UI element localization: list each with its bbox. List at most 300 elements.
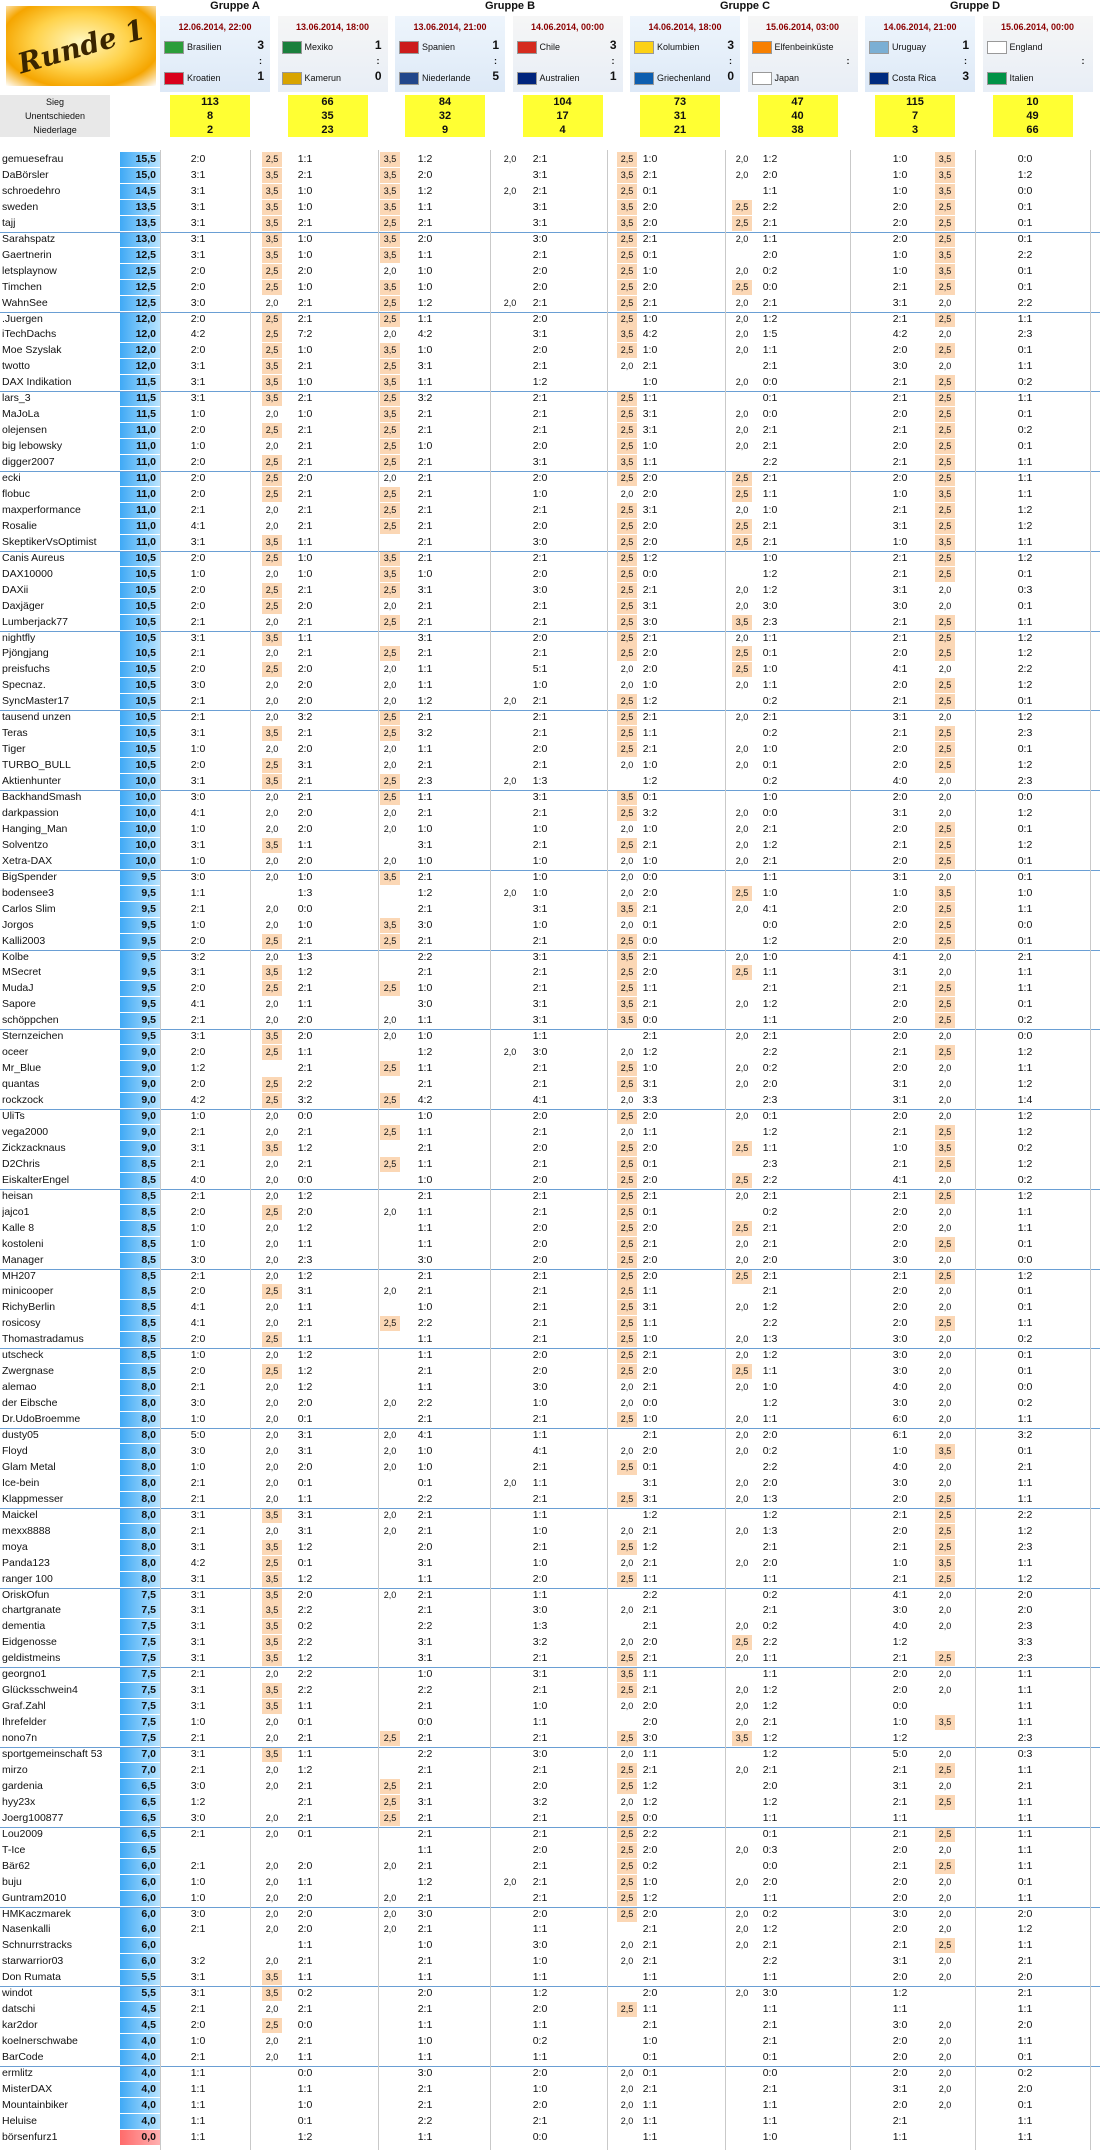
tip-score: 1:0 (297, 200, 313, 213)
bonus-points: 2,5 (262, 1093, 282, 1108)
bonus-points: 2,5 (935, 1795, 955, 1810)
bonus-points: 2,5 (935, 375, 955, 390)
tip-score: 2:0 (297, 854, 313, 867)
bonus-points: 2,0 (735, 154, 749, 164)
bonus-points: 2,0 (735, 855, 749, 866)
game-date: 13.06.2014, 18:00 (295, 22, 370, 32)
bonus-points: 2,0 (938, 1892, 952, 1903)
tip-score: 2:1 (642, 1923, 658, 1936)
tip-score: 0:1 (1017, 1365, 1033, 1378)
bonus-points: 2,5 (262, 981, 282, 996)
bonus-points: 2,5 (935, 343, 955, 358)
tip-score: 2:1 (190, 2003, 206, 2016)
bonus-points: 2,0 (938, 1780, 952, 1791)
player-name: Joerg100877 (2, 1811, 64, 1824)
bonus-points: 2,0 (735, 1190, 749, 1201)
tip-score: 1:1 (417, 312, 433, 325)
team-1: Elfenbeinküste (752, 40, 834, 54)
tip-score: 0:2 (1017, 1173, 1033, 1186)
tip-score: 2:1 (532, 153, 548, 165)
player-name: DAX10000 (2, 567, 53, 580)
bonus-points: 2,0 (938, 1477, 952, 1488)
bonus-points: 3,5 (935, 264, 955, 279)
bonus-points: 2,5 (732, 1635, 752, 1650)
tip-score: 2:1 (762, 2035, 778, 2048)
tip-score: 2:1 (297, 1795, 313, 1808)
bonus-points: 2,0 (938, 1972, 952, 1983)
player-points: 7,0 (120, 1747, 160, 1762)
tip-score: 2:1 (642, 1652, 658, 1665)
tip-score: 1:0 (417, 1460, 433, 1473)
bonus-points: 2,0 (620, 664, 634, 675)
table-row (0, 184, 1100, 199)
bonus-points: 2,0 (383, 1892, 397, 1903)
bonus-points: 2,5 (380, 1811, 400, 1826)
tip-score: 1:2 (762, 1684, 778, 1697)
player-points: 9,0 (120, 1093, 160, 1108)
tip-score: 1:0 (190, 1349, 206, 1362)
tip-score: 3:1 (190, 1604, 206, 1617)
tip-score: 2:0 (417, 232, 433, 245)
tip-score: 2:1 (297, 312, 313, 325)
tip-score: 2:2 (417, 2114, 433, 2127)
bonus-points: 2,5 (617, 1827, 637, 1842)
player-points: 10,5 (120, 678, 160, 693)
player-points: 8,0 (120, 1412, 160, 1427)
tip-score: 1:2 (642, 1795, 658, 1808)
bonus-points: 2,0 (735, 1717, 749, 1728)
bonus-points: 2,5 (732, 646, 752, 661)
tip-score: 2:0 (417, 168, 433, 181)
tip-score: 1:0 (417, 1173, 433, 1186)
bonus-points: 2,5 (935, 1763, 955, 1778)
bonus-points: 3,5 (262, 1699, 282, 1714)
tip-score: 2:2 (417, 950, 433, 963)
table-row (0, 1364, 1100, 1379)
player-name: Sternzeichen (2, 1030, 64, 1043)
tip-score: 3:0 (190, 1253, 206, 1266)
tip-score: 2:0 (892, 200, 908, 213)
tip-score: 3:1 (297, 1524, 313, 1537)
tip-score: 1:2 (1017, 806, 1033, 819)
tip-score: 1:0 (417, 567, 433, 580)
player-points: 7,5 (120, 1651, 160, 1666)
tip-score: 2:1 (892, 727, 908, 740)
tip-score: 1:1 (532, 1508, 548, 1521)
tip-score: 2:0 (642, 966, 658, 979)
tip-score: 1:3 (762, 1524, 778, 1537)
tip-score: 2:1 (190, 1476, 206, 1489)
tip-score: 1:0 (892, 1556, 908, 1569)
player-name: Floyd (2, 1444, 28, 1457)
player-name: DaBörsler (2, 168, 49, 181)
tip-score: 1:0 (642, 153, 658, 165)
player-points: 8,5 (120, 1300, 160, 1315)
player-points: 10,5 (120, 551, 160, 566)
flag-icon (164, 72, 184, 85)
bonus-points: 3,5 (380, 232, 400, 247)
tip-score: 2:1 (642, 232, 658, 245)
player-points: 8,5 (120, 1253, 160, 1268)
tip-score: 2:0 (892, 902, 908, 915)
tip-score: 0:1 (642, 1205, 658, 1218)
bonus-points: 2,0 (735, 1525, 749, 1536)
tip-score: 1:1 (762, 1365, 778, 1378)
tip-score: 1:2 (1017, 551, 1033, 564)
row-separator (0, 1827, 1100, 1828)
tip-score: 0:2 (762, 775, 778, 788)
bonus-points: 2,0 (938, 1621, 952, 1632)
bonus-points: 3,5 (935, 1556, 955, 1571)
tip-score: 3:1 (642, 503, 658, 516)
tip-score: 2:0 (642, 1843, 658, 1856)
tip-score: 2:1 (190, 1668, 206, 1681)
bonus-points: 2,5 (617, 934, 637, 949)
bonus-points: 2,5 (617, 599, 637, 614)
bonus-points: 2,5 (935, 1572, 955, 1587)
tip-score: 2:0 (532, 264, 548, 277)
tip-score: 2:0 (892, 1668, 908, 1681)
tip-score: 4:1 (190, 806, 206, 819)
bonus-points: 3,5 (617, 216, 637, 231)
tip-score: 0:0 (762, 280, 778, 293)
bonus-points: 2,5 (380, 455, 400, 470)
tip-score: 1:0 (532, 1700, 548, 1713)
player-name: preisfuchs (2, 663, 50, 676)
tip-score: 0:2 (1017, 1397, 1033, 1410)
table-row (0, 615, 1100, 630)
bonus-points: 2,0 (265, 999, 279, 1010)
bonus-points: 2,0 (620, 1047, 634, 1058)
tip-score: 3:0 (190, 870, 206, 883)
bonus-points: 2,5 (617, 981, 637, 996)
tip-score: 1:0 (190, 1413, 206, 1426)
player-name: Rosalie (2, 519, 38, 532)
game-date: 12.06.2014, 22:00 (178, 22, 252, 32)
tip-score: 1:1 (297, 1971, 313, 1984)
bonus-points: 2,5 (262, 1205, 282, 1220)
team-1: England (987, 40, 1043, 54)
tip-score: 1:1 (1017, 2130, 1033, 2143)
bonus-points: 2,5 (935, 902, 955, 917)
tip-score: 0:1 (762, 759, 778, 772)
bonus-points: 2,5 (380, 216, 400, 231)
tip-score: 2:1 (297, 440, 313, 453)
tip-score: 2:1 (532, 1189, 548, 1202)
tip-score: 1:1 (417, 1221, 433, 1234)
bonus-points: 2,0 (735, 1477, 749, 1488)
tip-score: 2:0 (297, 663, 313, 676)
tip-score: 3:2 (297, 711, 313, 724)
bonus-points: 2,5 (935, 280, 955, 295)
tip-score: 1:1 (190, 2082, 206, 2095)
tip-score: 1:1 (417, 679, 433, 692)
tip-score: 2:1 (532, 296, 548, 309)
bonus-points: 2,0 (735, 1238, 749, 1249)
tip-score: 1:1 (762, 232, 778, 245)
bonus-points: 2,0 (265, 1126, 279, 1137)
tip-score: 1:2 (1017, 503, 1033, 516)
team-1: Chile (517, 40, 561, 54)
tip-score: 1:1 (762, 2003, 778, 2016)
row-separator (0, 1907, 1100, 1908)
tip-score: 1:1 (417, 1381, 433, 1394)
flag-icon (987, 41, 1007, 54)
bonus-points: 2,5 (935, 391, 955, 406)
tip-score: 1:1 (892, 2130, 908, 2143)
tip-score: 1:1 (297, 1748, 313, 1760)
tip-score: 2:0 (297, 1923, 313, 1936)
bonus-points: 2,0 (938, 1079, 952, 1090)
tip-score: 1:1 (417, 663, 433, 676)
tip-score: 2:1 (532, 408, 548, 421)
score-2: 1 (609, 69, 617, 83)
tip-score: 2:2 (762, 200, 778, 213)
tip-score: 2:1 (532, 1811, 548, 1824)
bonus-points: 2,0 (735, 1445, 749, 1456)
tip-score: 2:0 (532, 1110, 548, 1122)
tip-score: 0:0 (762, 1859, 778, 1872)
tip-score: 2:3 (762, 1157, 778, 1170)
bonus-points: 2,5 (617, 1269, 637, 1284)
tip-score: 2:1 (190, 1014, 206, 1027)
table-row (0, 1859, 1100, 1874)
player-points: 9,0 (120, 1125, 160, 1140)
tip-score: 1:2 (762, 1349, 778, 1362)
tip-score: 0:2 (762, 1205, 778, 1218)
player-name: Ihrefelder (2, 1716, 47, 1729)
bonus-points: 2,5 (262, 152, 282, 167)
tip-score: 1:1 (417, 791, 433, 803)
player-name: chartgranate (2, 1604, 61, 1617)
flag-icon (164, 41, 184, 54)
tip-score: 0:1 (1017, 743, 1033, 756)
tip-score: 2:1 (297, 1779, 313, 1792)
tip-score: 1:2 (762, 312, 778, 325)
score-1: 3 (609, 38, 617, 52)
game-date: 15.06.2014, 03:00 (765, 22, 840, 32)
bonus-points: 2,0 (620, 1796, 634, 1807)
tip-score: 2:1 (642, 743, 658, 756)
tip-score: 1:1 (1017, 312, 1033, 325)
tip-score: 3:0 (892, 1604, 908, 1617)
tip-score: 1:0 (642, 1333, 658, 1346)
tip-score: 1:2 (297, 1221, 313, 1234)
flag-icon (869, 72, 889, 85)
tip-score: 1:0 (532, 886, 548, 899)
player-name: vega2000 (2, 1125, 49, 1138)
tip-score: 2:1 (642, 631, 658, 644)
table-row (0, 806, 1100, 821)
tip-score: 2:1 (1017, 1987, 1033, 2000)
tip-score: 3:1 (417, 1795, 433, 1808)
tip-score: 1:1 (1017, 1668, 1033, 1681)
flag-icon (752, 41, 772, 54)
tip-score: 1:2 (892, 1987, 908, 2000)
bonus-points: 3,5 (617, 1667, 637, 1682)
table-row (0, 758, 1100, 773)
tip-score: 2:1 (297, 168, 313, 181)
tip-score: 2:0 (892, 759, 908, 772)
tip-score: 3:2 (190, 950, 206, 963)
tip-score: 1:2 (892, 1732, 908, 1745)
tip-score: 1:0 (190, 1875, 206, 1888)
tip-score: 1:1 (892, 2003, 908, 2016)
tip-score: 3:0 (190, 296, 206, 309)
tip-score: 2:1 (642, 838, 658, 851)
bonus-points: 2,5 (935, 455, 955, 470)
bonus-points: 2,5 (935, 232, 955, 247)
tip-score: 2:0 (417, 1540, 433, 1553)
bonus-points: 2,5 (262, 934, 282, 949)
tip-score: 2:1 (892, 503, 908, 516)
bonus-points: 2,0 (735, 377, 749, 388)
bonus-points: 2,5 (262, 583, 282, 598)
bonus-points: 3,5 (262, 1619, 282, 1634)
bonus-points: 2,0 (938, 1334, 952, 1345)
tip-score: 4:2 (417, 328, 433, 341)
row-separator (0, 1348, 1100, 1349)
bonus-points: 2,0 (620, 760, 634, 771)
player-name: Lou2009 (2, 1827, 43, 1840)
tip-score: 2:1 (892, 376, 908, 389)
tip-score: 3:3 (642, 1094, 658, 1107)
bonus-points: 2,0 (265, 903, 279, 914)
tip-score: 2:1 (190, 1827, 206, 1840)
tip-score: 3:1 (190, 1987, 206, 2000)
tip-score: 1:1 (1017, 360, 1033, 373)
bonus-points: 2,5 (617, 296, 637, 311)
bonus-points: 2,0 (735, 1334, 749, 1345)
table-row (0, 1938, 1100, 1953)
tip-score: 2:1 (532, 503, 548, 516)
bonus-points: 3,5 (262, 375, 282, 390)
tip-score: 1:1 (1017, 1939, 1033, 1952)
flag-icon (987, 72, 1007, 85)
bonus-points: 2,5 (732, 965, 752, 980)
tip-score: 2:1 (297, 519, 313, 532)
table-row (0, 918, 1100, 933)
tip-score: 1:1 (642, 2130, 658, 2143)
tip-score: 2:1 (762, 1237, 778, 1250)
player-points: 8,0 (120, 1460, 160, 1475)
tip-score: 2:0 (892, 440, 908, 453)
score-2: 5 (492, 69, 499, 83)
tip-score: 3:1 (190, 535, 206, 548)
bonus-points: 2,5 (935, 1316, 955, 1331)
tip-score: 3:1 (190, 216, 206, 229)
bonus-points: 3,5 (935, 168, 955, 183)
bonus-points: 2,5 (617, 806, 637, 821)
tip-score: 3:1 (892, 1078, 908, 1091)
tip-score: 3:1 (532, 1014, 548, 1027)
bonus-points: 2,5 (262, 487, 282, 502)
table-row (0, 678, 1100, 693)
tip-score: 2:2 (417, 1317, 433, 1330)
tip-score: 2:1 (762, 982, 778, 995)
player-name: Solventzo (2, 838, 49, 851)
bonus-points: 2,5 (617, 1859, 637, 1874)
tip-score: 2:1 (297, 392, 313, 405)
bonus-points: 2,0 (735, 345, 749, 356)
bonus-points: 2,0 (265, 1477, 279, 1488)
table-row (0, 1970, 1100, 1985)
tip-score: 1:1 (1017, 1859, 1033, 1872)
tip-score: 3:0 (892, 1397, 908, 1410)
bonus-points: 2,0 (620, 1940, 634, 1951)
table-row (0, 1715, 1100, 1730)
tip-score: 1:1 (892, 1811, 908, 1824)
game-card: 13.06.2014, 21:00 Spanien Niederlande 1 : 5 (395, 16, 505, 92)
tip-score: 1:2 (642, 1508, 658, 1521)
tip-score: 2:1 (642, 1604, 658, 1617)
player-points: 9,0 (120, 1045, 160, 1060)
tip-score: 2:0 (892, 472, 908, 484)
tip-score: 2:0 (642, 1173, 658, 1186)
tip-score: 2:1 (297, 456, 313, 469)
player-points: 11,0 (120, 503, 160, 518)
bonus-points: 2,0 (265, 919, 279, 930)
tip-score: 2:1 (762, 1189, 778, 1202)
player-points: 10,0 (120, 806, 160, 821)
team-1: Uruguay (869, 40, 926, 54)
tip-score: 2:1 (190, 1269, 206, 1282)
player-points: 10,5 (120, 726, 160, 741)
tip-score: 2:1 (532, 759, 548, 772)
bonus-points: 3,5 (262, 391, 282, 406)
tip-score: 3:1 (532, 168, 548, 181)
tip-score: 2:1 (532, 248, 548, 261)
bonus-points: 2,5 (617, 1779, 637, 1794)
bonus-points: 2,0 (383, 1031, 397, 1042)
tip-score: 2:0 (642, 216, 658, 229)
tip-score: 2:1 (762, 2082, 778, 2095)
player-points: 8,0 (120, 1524, 160, 1539)
tip-score: 0:0 (642, 567, 658, 580)
bonus-points: 2,5 (380, 359, 400, 374)
tip-score: 1:1 (642, 1125, 658, 1138)
bonus-points: 2,0 (735, 584, 749, 595)
player-points: 4,5 (120, 2018, 160, 2033)
player-points: 8,0 (120, 1476, 160, 1491)
bonus-points: 2,0 (265, 1015, 279, 1026)
player-points: 10,0 (120, 822, 160, 837)
tip-score: 1:0 (297, 344, 313, 357)
tip-score: 2:1 (190, 1125, 206, 1138)
tip-score: 2:0 (190, 551, 206, 564)
table-row (0, 599, 1100, 614)
bonus-points: 2,0 (503, 185, 517, 196)
tip-score: 2:1 (642, 168, 658, 181)
tip-score: 2:2 (417, 1620, 433, 1633)
bonus-points: 3,5 (935, 248, 955, 263)
bonus-points: 3,5 (380, 343, 400, 358)
bonus-points: 2,0 (620, 361, 634, 372)
tip-score: 0:2 (297, 1620, 313, 1633)
player-points: 12,0 (120, 312, 160, 327)
tip-score: 1:1 (762, 631, 778, 644)
tip-score: 1:0 (297, 567, 313, 580)
table-row (0, 1747, 1100, 1762)
tip-score: 1:2 (297, 1572, 313, 1585)
tip-score: 0:1 (1017, 232, 1033, 245)
tip-score: 2:1 (417, 711, 433, 724)
bonus-points: 3,5 (617, 200, 637, 215)
player-points: 11,0 (120, 535, 160, 550)
group-title: Gruppe A (210, 0, 260, 12)
bonus-points: 2,5 (935, 407, 955, 422)
tip-score: 1:0 (532, 1397, 548, 1410)
